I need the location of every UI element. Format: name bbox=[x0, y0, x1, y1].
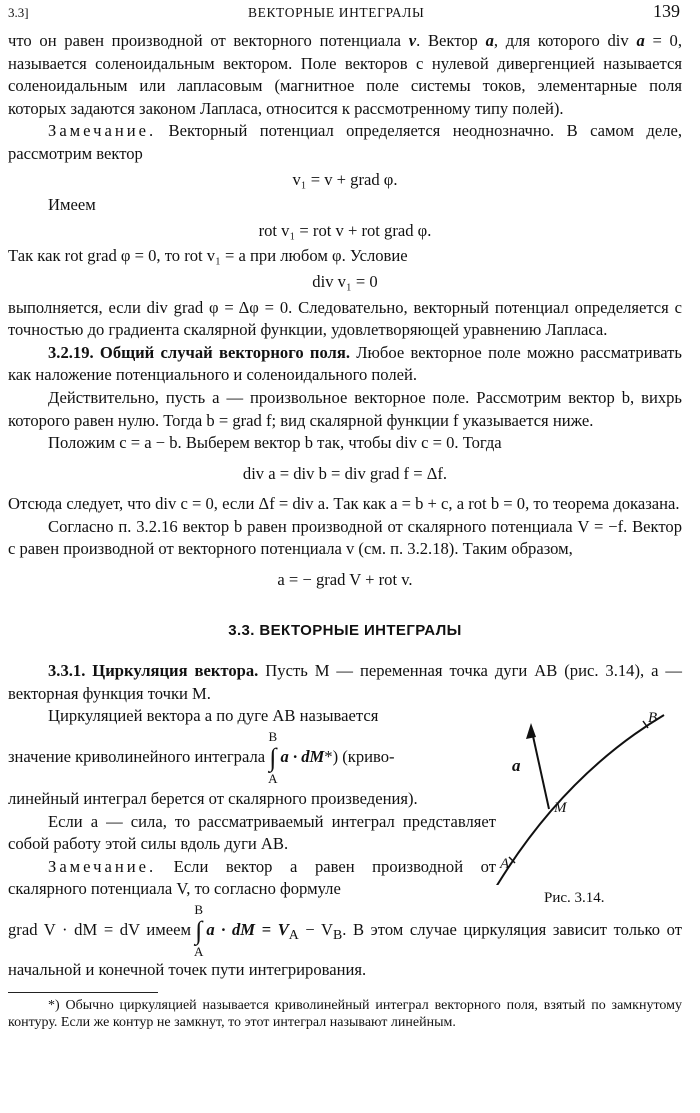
section-title: 3.3. ВЕКТОРНЫЕ ИНТЕГРАЛЫ bbox=[228, 621, 462, 639]
header-title: ВЕКТОРНЫЕ ИНТЕГРАЛЫ bbox=[248, 5, 425, 20]
equation-rot-v1: rot v₁ = rot v + rot grad φ. bbox=[258, 220, 432, 240]
footnote-rule bbox=[8, 992, 158, 993]
arc-diagram bbox=[494, 705, 674, 885]
header-section: 3.3] bbox=[8, 5, 29, 20]
paragraph-work: Если a — сила, то рассматриваемый интеграл представляет собой работу этой силы вдоль дуги AB. bbox=[8, 811, 496, 854]
equation-div-a: div a = div b = div grad f = Δf. bbox=[242, 463, 448, 483]
paragraph-gradient-circulation: grad V · dM = dV имеемB ∫ Aa · dM = $V_A - V_B$. В этом случае циркуляция зависит только от начальной и конечной точек пути интегрирования. bbox=[8, 902, 682, 979]
running-header bbox=[8, 0, 682, 30]
remark-2: Замечание. Если вектор a равен производной от скалярного потенциала V, то согласно формуле bbox=[8, 856, 496, 899]
equation-v1: v₁ = v + grad φ. bbox=[292, 169, 398, 189]
paragraph-potentials: Согласно п. 3.2.16 вектор b равен производной от скалярного потенциала V = −f. Вектор c равен производной от векторного потенциала v (см. п. 3.2.18). Таким образом, bbox=[8, 516, 682, 559]
equation-decomposition: a = − grad V + rot v. bbox=[277, 570, 413, 590]
circulation-definition-end: линейный интеграл берется от скалярного произведения). bbox=[8, 789, 418, 809]
subsection-3-2-19: 3.2.19. Общий случай векторного поля. Любое векторное поле можно рассматривать как наложение потенциального и соленоидального полей. bbox=[8, 342, 682, 385]
equation-div-v1: div v₁ = 0 bbox=[312, 271, 378, 291]
figure-3-14 bbox=[494, 705, 674, 925]
footnote: *) Обычно циркуляцией называется криволинейный интеграл векторного поля, взятый по замкнутому контуру. Если же контур не замкнут, то этот интеграл называют линейным. bbox=[8, 997, 682, 1030]
text-imeem: Имеем bbox=[48, 195, 96, 215]
paragraph-laplace: выполняется, если div grad φ = Δφ = 0. Следовательно, векторный потенциал определяется с точностью до градиента скалярной функции, удовлетворяющей уравнению Лапласа. bbox=[8, 297, 682, 340]
circulation-text bbox=[8, 705, 496, 901]
paragraph-rot-grad: Так как rot grad φ = 0, то rot v₁ = a при любом φ. Условие bbox=[8, 246, 408, 266]
paragraph-let-c: Положим c = a − b. Выберем вектор b так, чтобы div c = 0. Тогда bbox=[48, 433, 502, 453]
arrowhead bbox=[526, 723, 536, 739]
arc-ab bbox=[496, 715, 664, 885]
paragraph-theorem-proved: Отсюда следует, что div c = 0, если Δf = div a. Так как a = b + c, а rot b = 0, то теорема доказана. bbox=[8, 494, 680, 514]
paragraph-arbitrary-field: Действительно, пусть a — произвольное векторное поле. Рассмотрим вектор b, вихрь которого равен нулю. Тогда b = grad f; вид скалярной функции f указывается ниже. bbox=[8, 387, 682, 430]
remark-1: Замечание. Векторный потенциал определяется неоднозначно. В самом деле, рассмотрим вектор bbox=[8, 121, 682, 163]
circulation-integral-line: значение криволинейного интегралаB ∫ Aa · dM*) (криво- bbox=[8, 729, 395, 787]
label-a-point: A bbox=[500, 856, 510, 873]
integral-sign: B ∫ A bbox=[268, 729, 278, 787]
label-b-point: B bbox=[648, 710, 658, 727]
figure-block bbox=[8, 705, 682, 907]
label-m: M bbox=[554, 800, 567, 817]
vector-a-arrow bbox=[531, 727, 549, 809]
paragraph-solenoidal: что он равен производной от векторного потенциала v. Вектор a, для которого div a = 0, называется соленоидальным вектором. Поле векторов с нулевой дивергенцией называется соленоидальным или лапласовым (магнитное поле системы токов, элементарные поля которых задаются законом Лапласа, относится к рассмотренному типу полей). bbox=[8, 31, 682, 118]
subsection-3-3-1: 3.3.1. Циркуляция вектора. Пусть M — переменная точка дуги AB (рис. 3.14), a — векторная функция точки M. bbox=[8, 661, 683, 703]
figure-caption: Рис. 3.14. bbox=[544, 890, 605, 907]
label-a: a bbox=[512, 756, 521, 776]
page-number: 139 bbox=[653, 1, 680, 21]
circulation-definition: Циркуляцией вектора a по дуге AB называется bbox=[48, 706, 379, 726]
integral-sign-2: B ∫ A bbox=[193, 902, 204, 959]
